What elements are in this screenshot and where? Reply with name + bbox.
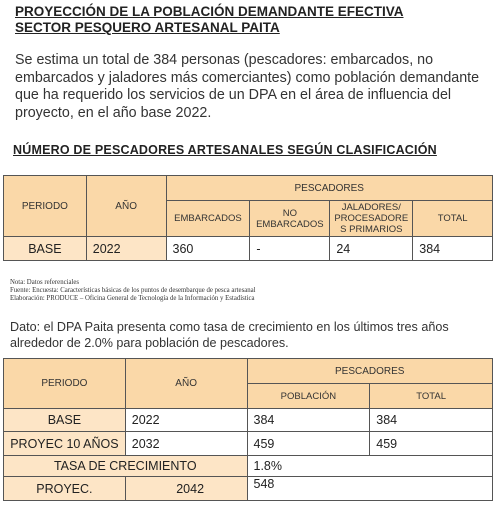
population-projection-table (3, 358, 493, 501)
table1-header-pescadores: PESCADORES (166, 176, 493, 201)
fishermen-classification-table (3, 175, 493, 261)
table1-cell-no-embarcados: - (250, 237, 330, 261)
table-notes (10, 279, 480, 303)
table2-base-anio: 2022 (125, 409, 247, 432)
table1-cell-jaladores: 24 (330, 237, 413, 261)
table2-tasa-empty (370, 456, 493, 477)
title-line-2: SECTOR PESQUERO ARTESANAL PAITA (15, 20, 280, 35)
table2-proyec10-anio: 2032 (125, 432, 247, 456)
growth-rate-note: Dato: el DPA Paita presenta como tasa de crecimiento en los últimos tres años alrededor de 2.0% para población de pescadores. (10, 320, 449, 350)
table2-header-periodo: PERIODO (4, 359, 126, 409)
table2-proyec-empty (370, 477, 493, 501)
table2-proyec-periodo: PROYEC. (4, 477, 126, 501)
title-line-1: PROYECCIÓN DE LA POBLACIÓN DEMANDANTE EFECTIVA (15, 4, 404, 19)
table1-cell-embarcados: 360 (166, 237, 250, 261)
table1-header-no-embarcados: NO EMBARCADOS (250, 201, 330, 237)
table2-proyec10-poblacion: 459 (247, 432, 370, 456)
page-title (15, 4, 485, 36)
table1-header-jaladores: JALADORES/ PROCESADORE S PRIMARIOS (330, 201, 413, 237)
note-line-3: Elaboración: PRODUCE – Oficina General de Tecnología de la Información y Estadística (10, 295, 255, 302)
intro-paragraph: Se estima un total de 384 personas (pescadores: embarcados, no embarcados y jaladores más comerciantes) como población demandante que ha requerido los servicios de un DPA en el área de influencia del proyecto, en el año base 2022. (15, 52, 480, 121)
section-subtitle: NÚMERO DE PESCADORES ARTESANALES SEGÚN CLASIFICACIÓN (13, 143, 437, 157)
table2-proyec-poblacion: 548 (247, 477, 370, 501)
table2-header-anio: AÑO (125, 359, 247, 409)
table2-proyec10-total: 459 (370, 432, 493, 456)
table1-header-embarcados: EMBARCADOS (166, 201, 250, 237)
note-line-2: Fuente: Encuesta: Características básicas de los puntos de desembarque de pesca artesanal (10, 287, 256, 294)
table2-tasa-value: 1.8% (247, 456, 370, 477)
table2-proyec-anio: 2042 (125, 477, 247, 501)
table2-header-pescadores: PESCADORES (247, 359, 493, 384)
table2-tasa-label: TASA DE CRECIMIENTO (4, 456, 248, 477)
table2-base-poblacion: 384 (247, 409, 370, 432)
table2-base-periodo: BASE (4, 409, 126, 432)
table1-cell-anio: 2022 (86, 237, 166, 261)
table2-base-total: 384 (370, 409, 493, 432)
table1-header-anio: AÑO (86, 176, 166, 237)
table2-header-total: TOTAL (370, 384, 493, 409)
table1-cell-periodo: BASE (4, 237, 87, 261)
table1-header-total: TOTAL (413, 201, 493, 237)
note-line-1: Nota: Datos referenciales (10, 279, 80, 286)
table2-proyec10-periodo: PROYEC 10 AÑOS (4, 432, 126, 456)
table1-cell-total: 384 (413, 237, 493, 261)
table2-header-poblacion: POBLACIÓN (247, 384, 370, 409)
table1-header-periodo: PERIODO (4, 176, 87, 237)
